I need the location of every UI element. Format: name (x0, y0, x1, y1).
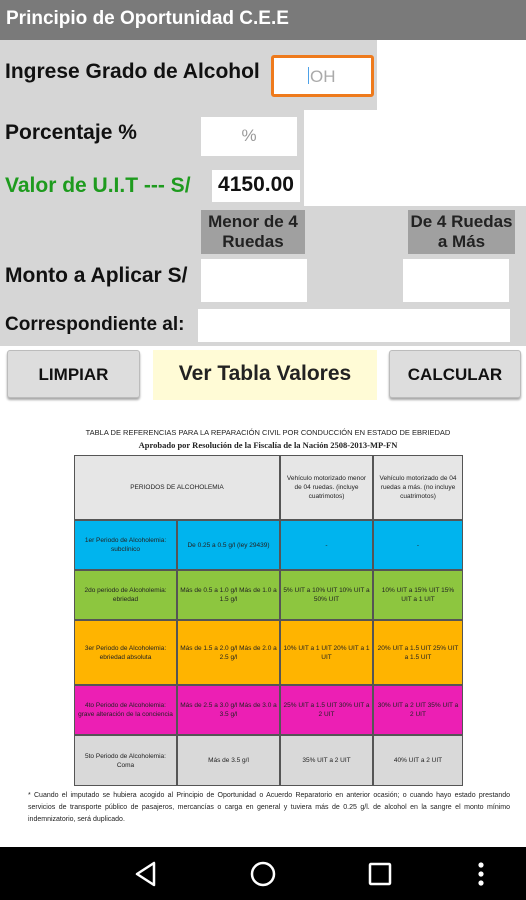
monto-mayor-field (403, 259, 509, 302)
app-title: Principio de Oportunidad C.E.E (6, 8, 289, 29)
correspondiente-label: Correspondiente al: (5, 314, 185, 335)
row-1-rango: De 0.25 a 0.5 g/l (ley 29439) (177, 520, 280, 570)
percent-field (201, 117, 297, 156)
row-1-mayor: - (373, 520, 463, 570)
recents-icon[interactable] (368, 862, 392, 886)
reference-table-image (0, 406, 526, 846)
row-5-rango: Más de 3.5 g/l (177, 735, 280, 786)
uit-value: 4150.00 (218, 173, 294, 196)
percent-label: Porcentaje % (5, 121, 137, 144)
uit-value-field (212, 170, 300, 202)
row-4-menor: 25% UIT a 1.5 UIT 30% UIT a 2 UIT (280, 685, 373, 735)
col-header-menor: Menor de 4 Ruedas (201, 210, 305, 254)
navigation-bar (0, 847, 526, 900)
row-1-menor: - (280, 520, 373, 570)
back-icon[interactable] (134, 861, 160, 887)
row-3-mayor: 20% UIT a 1.5 UIT 25% UIT a 1.5 UIT (373, 620, 463, 685)
row-2-periodo: 2do periodo de Alcoholemia: ebriedad (74, 570, 177, 620)
row-5-mayor: 40% UIT a 2 UIT (373, 735, 463, 786)
header-mayor: Vehículo motorizado de 04 ruedas a más. (no incluye cuatrimotos) (373, 455, 463, 520)
percent-placeholder: % (241, 126, 257, 145)
row-4-periodo: 4to Periodo de Alcoholemia: grave alteración de la conciencia (74, 685, 177, 735)
correspondiente-field (198, 309, 510, 342)
text-cursor (308, 67, 309, 84)
row-4-rango: Más de 2.5 a 3.0 g/l Más de 3.0 a 3.5 g/l (177, 685, 280, 735)
limpiar-button[interactable]: LIMPIAR (7, 350, 140, 398)
row-2-rango: Más de 0.5 a 1.0 g/l Más de 1.0 a 1.5 g/l (177, 570, 280, 620)
calcular-button[interactable]: CALCULAR (389, 350, 521, 398)
header-menor: Vehículo motorizado menor de 04 ruedas. (incluye cuatrimotos) (280, 455, 373, 520)
col-header-mayor: De 4 Ruedas a Más (408, 210, 515, 254)
form-gap (304, 110, 526, 206)
reference-footnote: * Cuando el imputado se hubiera acogido al Principio de Oportunidad o Acuerdo Reparatorio en anterior ocasión; o cuando hayo estado prestando servicios de transporte público de pasajeros, mercancías o carga en general y tuviera más de 0.25 g/l. de alcohol en la sangre el monto mínimo indemnizatorio, será duplicado. (28, 792, 510, 823)
monto-menor-field (201, 259, 307, 302)
uit-label: Valor de U.I.T --- S/ (5, 174, 191, 197)
ver-tabla-button[interactable]: Ver Tabla Valores (153, 350, 377, 400)
home-icon[interactable] (249, 860, 277, 888)
app-title-bar (0, 0, 526, 40)
row-5-periodo: 5to Periodo de Alcoholemia: Coma (74, 735, 177, 786)
row-2-mayor: 10% UIT a 15% UIT 15% UIT a 1 UIT (373, 570, 463, 620)
header-periodos: PERIODOS DE ALCOHOLEMIA (74, 455, 280, 520)
reference-title: TABLA DE REFERENCIAS PARA LA REPARACIÓN CIVIL POR CONDUCCIÓN EN ESTADO DE EBRIEDAD (85, 428, 451, 437)
row-2-menor: 5% UIT a 10% UIT 10% UIT a 50% UIT (280, 570, 373, 620)
row-3-rango: Más de 1.5 a 2.0 g/l Más de 2.0 a 2.5 g/l (177, 620, 280, 685)
row-3-menor: 10% UIT a 1 UIT 20% UIT a 1 UIT (280, 620, 373, 685)
more-icon[interactable] (476, 861, 486, 887)
alcohol-label: Ingrese Grado de Alcohol (5, 60, 260, 83)
alcohol-input[interactable] (271, 55, 374, 97)
row-3-periodo: 3er Periodo de Alcoholemia: ebriedad absoluta (74, 620, 177, 685)
reference-subtitle: Aprobado por Resolución de la Fiscalía de la Nación 2508-2013-MP-FN (138, 440, 398, 450)
alcohol-placeholder: OH (310, 67, 336, 86)
row-4-mayor: 30% UIT a 2 UIT 35% UIT a 2 UIT (373, 685, 463, 735)
row-1-periodo: 1er Periodo de Alcoholemia: subclínico (74, 520, 177, 570)
form-gap-top (377, 40, 526, 110)
row-5-menor: 35% UIT a 2 UIT (280, 735, 373, 786)
reference-table (74, 455, 463, 786)
monto-label: Monto a Aplicar S/ (5, 264, 188, 287)
